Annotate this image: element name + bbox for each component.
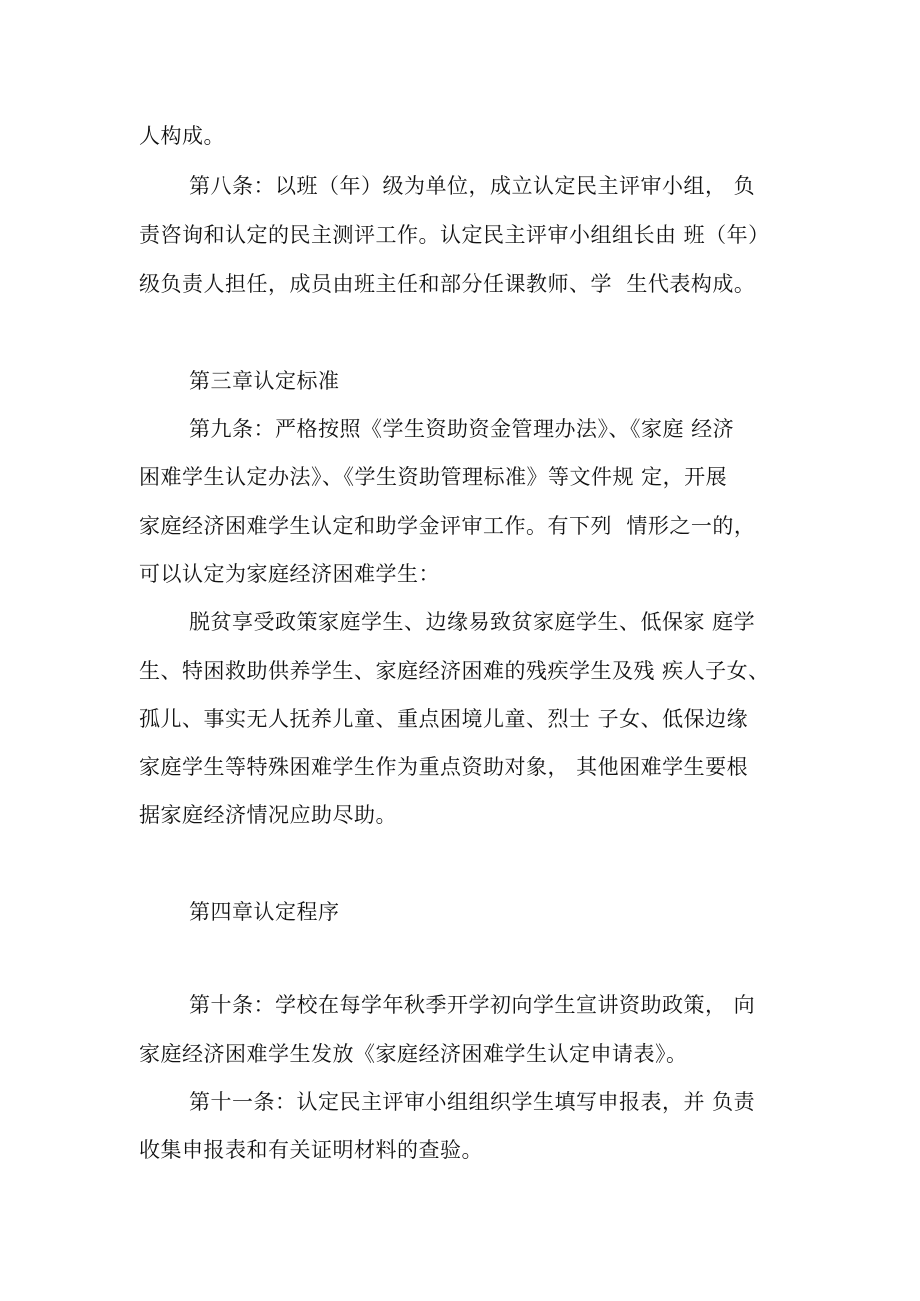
text-line: 家庭经济困难学生发放《家庭经济困难学生认定申请表》。 [139, 1042, 688, 1066]
paragraph-line: 脱贫享受政策家庭学生、边缘易致贫家庭学生、低保家 庭学 [189, 610, 756, 634]
article-11-line: 第十一条：认定民主评审小组组织学生填写申报表，并 负责 [189, 1090, 756, 1114]
text-line: 据家庭经济情况应助尽助。 [139, 803, 397, 827]
text-line: 级负责人担任，成员由班主任和部分任课教师、学 生代表构成。 [139, 272, 756, 296]
text-line: 家庭经济困难学生认定和助学金评审工作。有下列 情形之一的， [139, 514, 756, 538]
article-9-line: 第九条：严格按照《学生资助资金管理办法》、《家庭 经济 [189, 417, 735, 441]
article-10-line: 第十条：学校在每学年秋季开学初向学生宣讲资助政策， 向 [189, 993, 756, 1017]
chapter-4-heading: 第四章认定程序 [189, 900, 340, 924]
text-line: 责咨询和认定的民主测评工作。认定民主评审小组组长由 班（年） [139, 223, 770, 247]
chapter-3-heading: 第三章认定标准 [189, 369, 340, 393]
text-line: 孤儿、事实无人抚养儿童、重点困境儿童、烈士 子女、低保边缘 [139, 707, 749, 731]
text-line: 家庭学生等特殊困难学生作为重点资助对象， 其他困难学生要根 [139, 755, 749, 779]
text-line: 生、特困救助供养学生、家庭经济困难的残疾学生及残 疾人子女、 [139, 659, 770, 683]
text-line: 人构成。 [139, 124, 225, 148]
article-8-line: 第八条：以班（年）级为单位，成立认定民主评审小组， 负 [189, 174, 756, 198]
text-line: 收集申报表和有关证明材料的查验。 [139, 1138, 483, 1162]
text-line: 可以认定为家庭经济困难学生： [139, 562, 440, 586]
text-line: 困难学生认定办法》、《学生资助管理标准》等文件规 定，开展 [139, 465, 728, 489]
